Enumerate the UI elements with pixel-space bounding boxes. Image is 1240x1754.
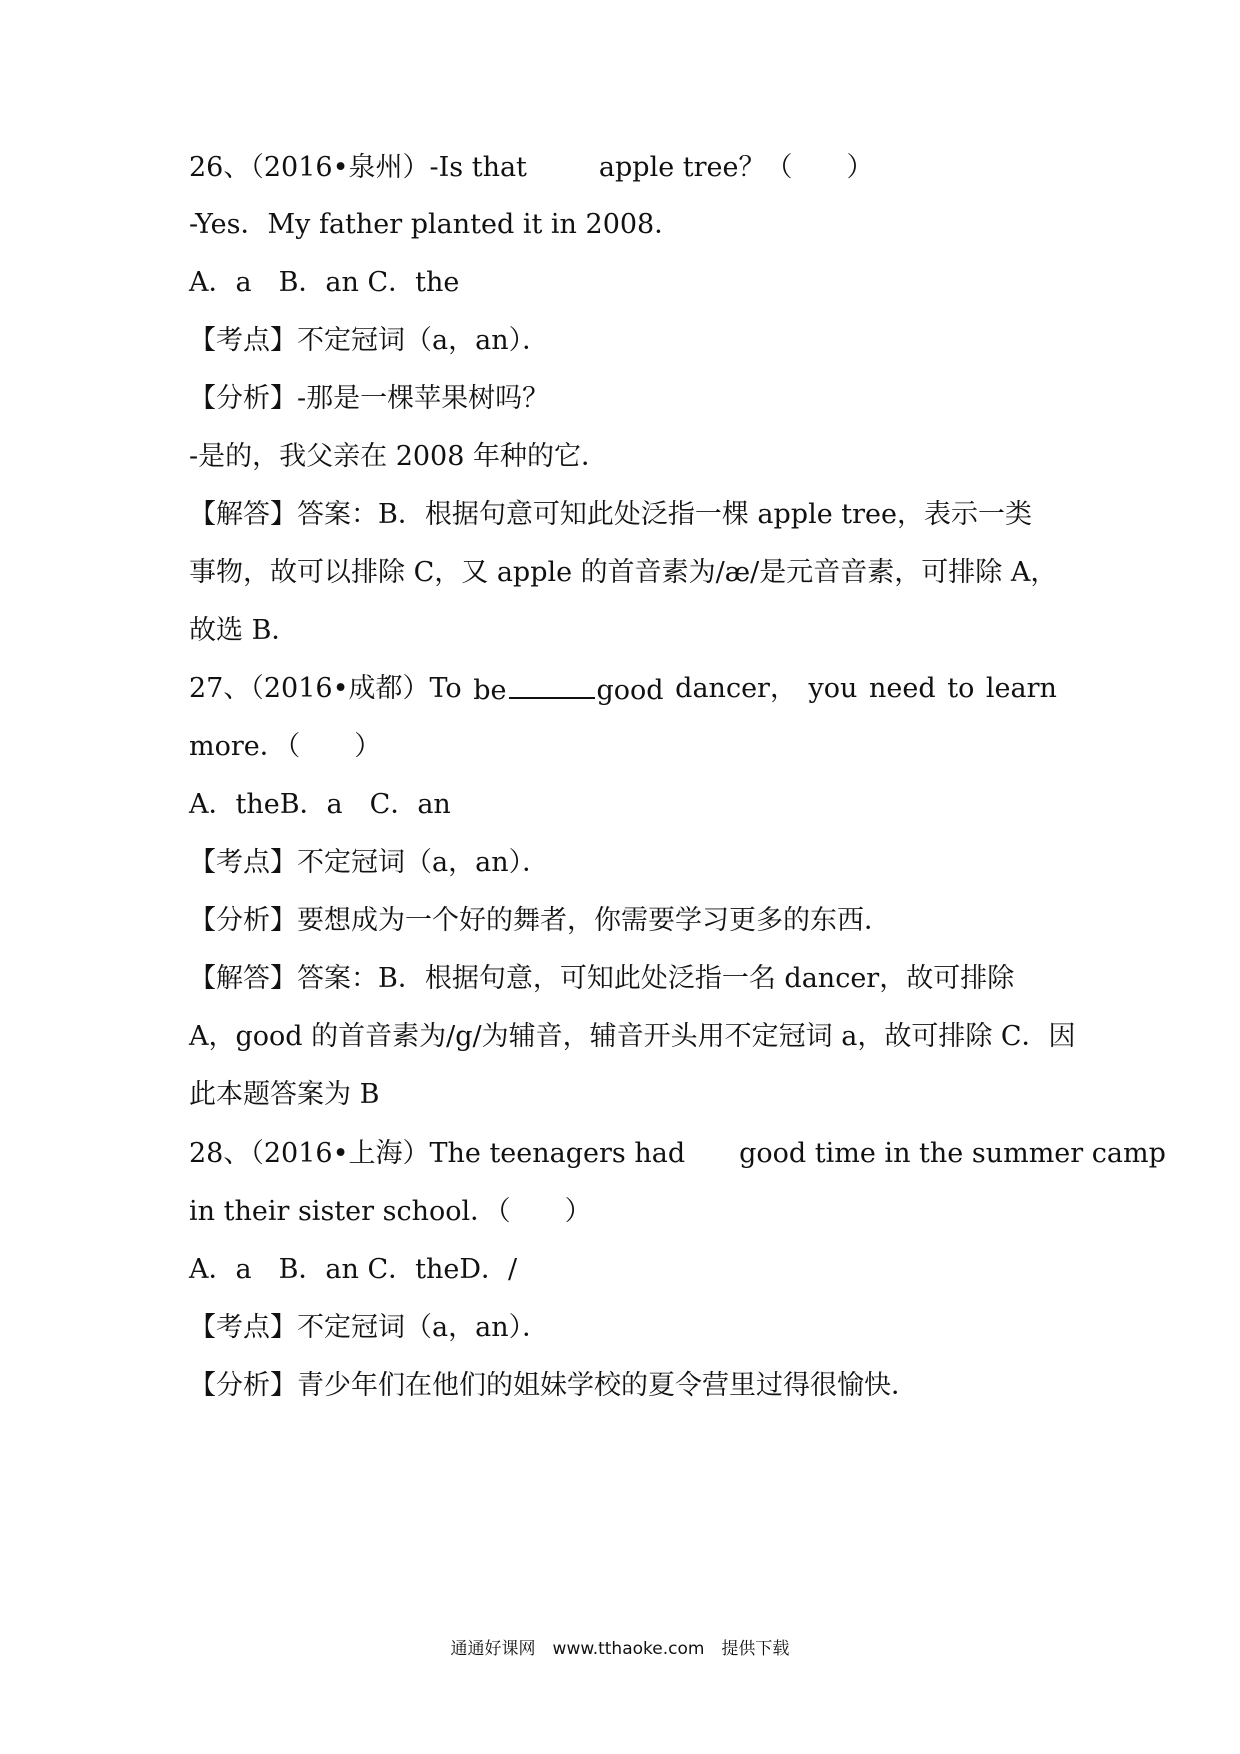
q27-word: to	[947, 673, 975, 704]
q28-stem-2: in their sister school．（ ）	[189, 1196, 592, 1227]
q27-stem	[189, 669, 1057, 709]
q26-fenxi-2: -是的，我父亲在 2008 年种的它．	[189, 441, 609, 472]
q27-word-good: good	[596, 675, 664, 706]
q27-word-be: be	[473, 675, 507, 706]
q26-jieda-3: 故选 B．	[189, 615, 299, 646]
q27-word: you	[808, 673, 858, 704]
q26-jieda-2: 事物，故可以排除 C，又 apple 的首音素为/æ/是元音音素，可排除 A，	[189, 557, 1058, 588]
q26-options: A．a B．an C．the	[189, 267, 460, 298]
q26-fenxi: 【分析】-那是一棵苹果树吗？	[189, 383, 550, 414]
page-footer: 通通好课网 www.tthaoke.com 提供下载	[450, 1639, 790, 1659]
q27-word: need	[869, 673, 936, 704]
q27-word: dancer，	[675, 673, 797, 704]
q28-stem	[189, 1134, 1166, 1174]
q26-jieda-1: 【解答】答案：B．根据句意可知此处泛指一棵 apple tree，表示一类	[189, 499, 1032, 530]
q28-kaodian: 【考点】不定冠词（a，an）．	[189, 1312, 550, 1343]
q27-word: 27、（2016•成都）To	[189, 673, 462, 704]
q27-jieda-2: A，good 的首音素为/g/为辅音，辅音开头用不定冠词 a，故可排除 C．因	[189, 1021, 1076, 1052]
q27-blank	[509, 669, 595, 699]
q27-word: learn	[985, 673, 1057, 704]
q28-fenxi: 【分析】青少年们在他们的姐妹学校的夏令营里过得很愉快．	[189, 1370, 918, 1401]
q27-jieda-3: 此本题答案为 B	[189, 1079, 380, 1110]
q28-options: A．a B．an C．theD．/	[189, 1254, 518, 1285]
q26-reply: -Yes．My father planted it in 2008．	[189, 209, 682, 240]
q26-stem-part2: apple tree？（ ）	[598, 152, 874, 183]
q27-fenxi: 【分析】要想成为一个好的舞者，你需要学习更多的东西．	[189, 905, 891, 936]
q27-kaodian: 【考点】不定冠词（a，an）．	[189, 847, 550, 878]
q27-stem-2: more．（ ）	[189, 731, 382, 762]
q28-stem-part1: 28、（2016•上海）The teenagers had	[189, 1138, 686, 1169]
q26-stem	[189, 148, 874, 188]
q27-options: A．theB．a C．an	[189, 789, 451, 820]
q26-kaodian: 【考点】不定冠词（a，an）．	[189, 325, 550, 356]
q28-stem-part2: good time in the summer camp	[739, 1138, 1166, 1169]
q26-stem-part1: 26、（2016•泉州）-Is that	[189, 152, 527, 183]
q27-jieda-1: 【解答】答案：B．根据句意，可知此处泛指一名 dancer，故可排除	[189, 963, 1015, 994]
q27-word	[473, 669, 663, 709]
